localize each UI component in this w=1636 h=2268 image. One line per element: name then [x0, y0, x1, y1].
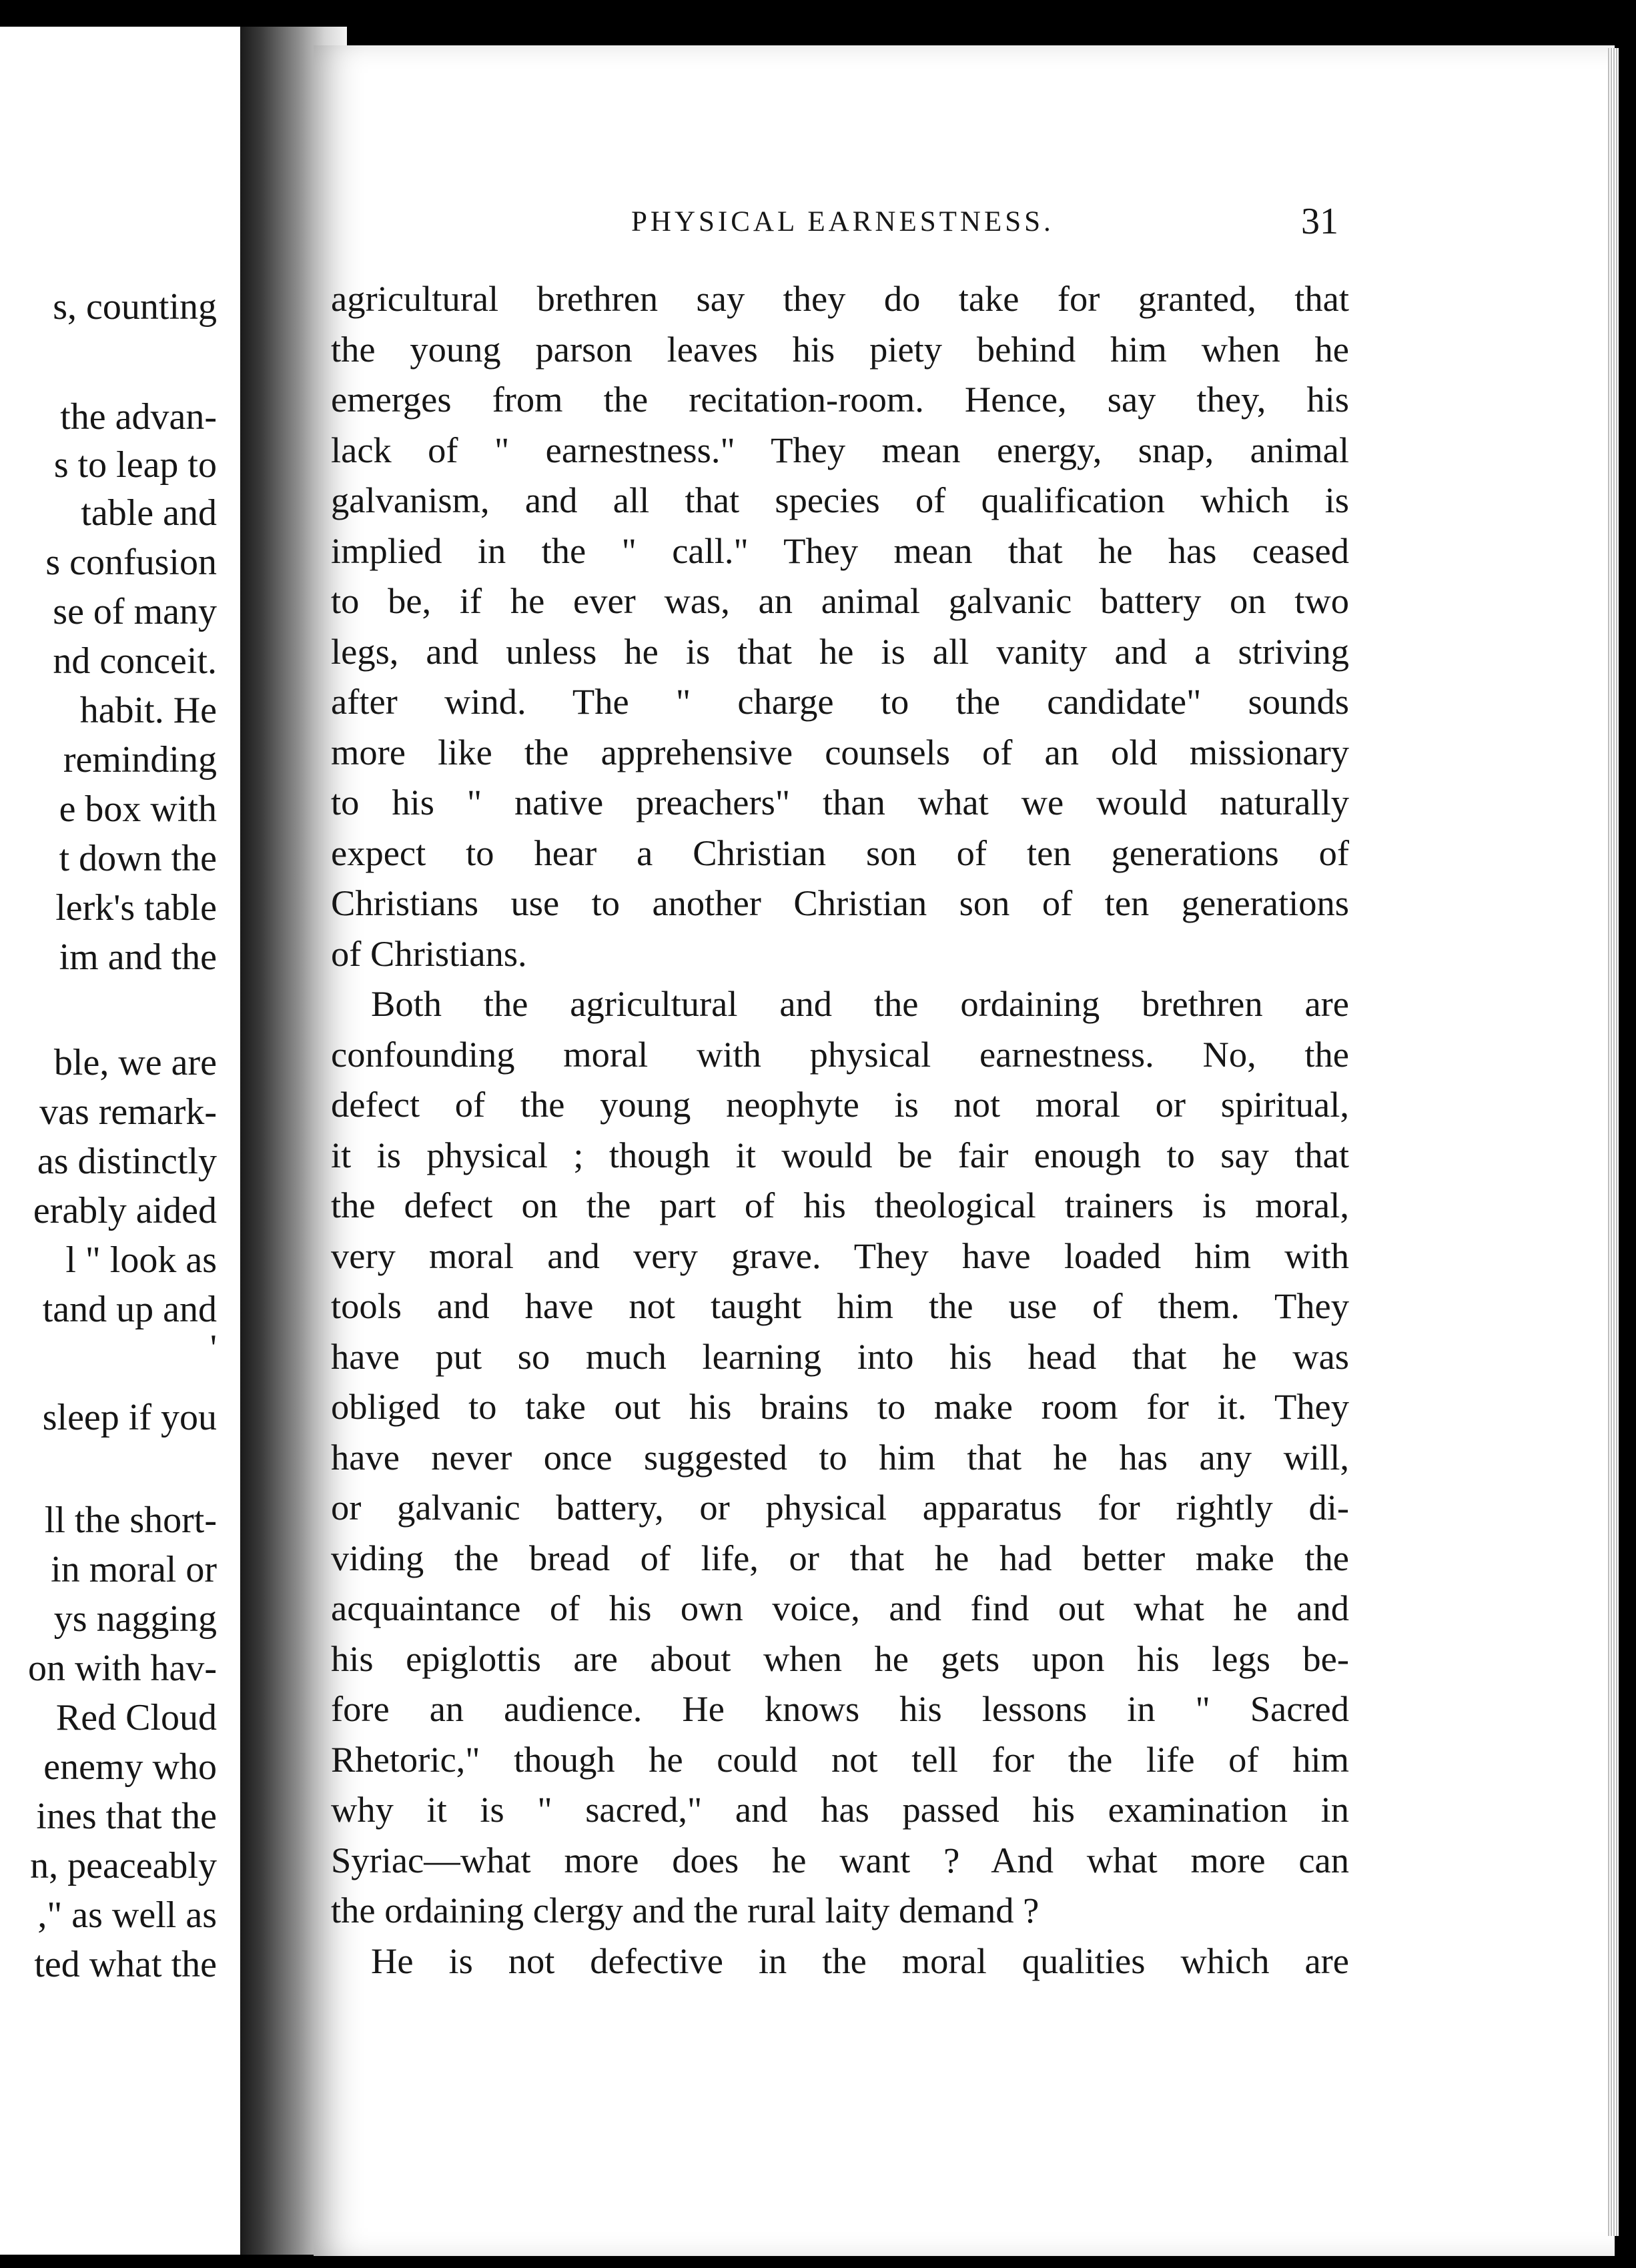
page-edge: [1608, 48, 1619, 2236]
fragment-line: ines that the: [36, 1796, 217, 1837]
text-line: obliged to take out his brains to make room for it. They: [331, 1386, 1349, 1427]
text-line: to his " native preachers" than what we would naturally: [331, 782, 1349, 822]
fragment-line: the advan-: [60, 396, 217, 438]
text-line: defect of the young neophyte is not moral or spiritual,: [331, 1084, 1349, 1125]
text-line: the young parson leaves his piety behind him when he: [331, 328, 1349, 370]
fragment-line: nd conceit.: [53, 640, 217, 682]
fragment-line: habit. He: [79, 690, 217, 731]
fragment-line: table and: [81, 492, 217, 534]
fragment-line: in moral or: [51, 1549, 217, 1590]
fragment-line: ys nagging: [53, 1598, 217, 1640]
fragment-line: erably aided: [33, 1190, 217, 1231]
text-line: have never once suggested to him that he has any will,: [331, 1436, 1349, 1478]
text-line: Syriac—what more does he want ? And what more can: [331, 1839, 1349, 1880]
text-line: why it is " sacred," and has passed his examination in: [331, 1789, 1349, 1830]
fragment-line: on with hav-: [27, 1648, 217, 1689]
text-line: expect to hear a Christian son of ten generations of: [331, 832, 1349, 873]
fragment-line: s, counting: [53, 286, 217, 328]
text-line: viding the bread of life, or that he had better make the: [331, 1537, 1349, 1578]
text-line: tools and have not taught him the use of them. They: [331, 1285, 1349, 1326]
text-line: more like the apprehensive counsels of an old missionary: [331, 731, 1349, 772]
text-line: acquaintance of his own voice, and find out what he and: [331, 1588, 1349, 1628]
fragment-line: s to leap to: [53, 444, 217, 486]
paragraph-start-line: Both the agricultural and the ordaining brethren are: [371, 983, 1349, 1024]
fragment-line: ll the short-: [44, 1500, 217, 1541]
fragment-line: ble, we are: [53, 1042, 217, 1083]
text-line: Christians use to another Christian son of ten generations: [331, 883, 1349, 923]
fragment-line: enemy who: [43, 1746, 217, 1788]
text-line: to be, if he ever was, an animal galvanic battery on two: [331, 580, 1349, 621]
fragment-line: ted what the: [34, 1944, 217, 1985]
left-page: [0, 27, 267, 2255]
fragment-line: Red Cloud: [55, 1697, 217, 1738]
fragment-line: reminding: [63, 739, 217, 780]
fragment-line: s confusion: [45, 542, 217, 583]
fragment-line: lerk's table: [55, 887, 217, 929]
text-line: emerges from the recitation-room. Hence, say they, his: [331, 379, 1349, 420]
text-line: after wind. The " charge to the candidate" sounds: [331, 681, 1349, 722]
fragment-line: as distinctly: [37, 1141, 217, 1182]
fragment-line: sleep if you: [42, 1397, 217, 1438]
text-line: implied in the " call." They mean that he has ceased: [331, 530, 1349, 571]
text-line: agricultural brethren say they do take for granted, that: [331, 278, 1349, 319]
text-line: of Christians.: [331, 933, 527, 974]
fragment-line: im and the: [59, 937, 217, 978]
text-line: the ordaining clergy and the rural laity demand ?: [331, 1890, 1040, 1930]
text-line: have put so much learning into his head that he was: [331, 1335, 1349, 1377]
text-line: fore an audience. He knows his lessons in " Sacred: [331, 1688, 1349, 1729]
fragment-line: t down the: [59, 838, 217, 879]
fragment-line: se of many: [53, 591, 217, 632]
text-line: his epiglottis are about when he gets upon his legs be-: [331, 1638, 1349, 1679]
text-line: galvanism, and all that species of qualification which is: [331, 480, 1349, 520]
paragraph-start-line: He is not defective in the moral qualities which are: [371, 1940, 1349, 1981]
text-line: the defect on the part of his theological trainers is moral,: [331, 1185, 1349, 1225]
text-line: confounding moral with physical earnestness. No, the: [331, 1033, 1349, 1075]
fragment-line: e box with: [59, 788, 217, 830]
page-number: 31: [1301, 201, 1338, 242]
fragment-line: vas remark-: [39, 1091, 217, 1133]
fragment-line: ," as well as: [37, 1894, 217, 1936]
text-line: very moral and very grave. They have loaded him with: [331, 1235, 1349, 1276]
text-line: legs, and unless he is that he is all vanity and a striving: [331, 630, 1349, 672]
fragment-line: l " look as: [65, 1239, 217, 1281]
text-line: it is physical ; though it would be fair enough to say that: [331, 1134, 1349, 1175]
text-line: lack of " earnestness." They mean energy, snap, animal: [331, 429, 1349, 470]
text-line: Rhetoric," though he could not tell for the life of him: [331, 1738, 1349, 1780]
text-line: or galvanic battery, or physical apparatus for rightly di-: [331, 1487, 1349, 1528]
fragment-line: n, peaceably: [30, 1845, 217, 1886]
fragment-line: ': [210, 1327, 217, 1369]
running-head: PHYSICAL EARNESTNESS.: [631, 206, 1054, 237]
body-text: [331, 273, 1349, 1986]
fragment-line: tand up and: [42, 1289, 217, 1330]
